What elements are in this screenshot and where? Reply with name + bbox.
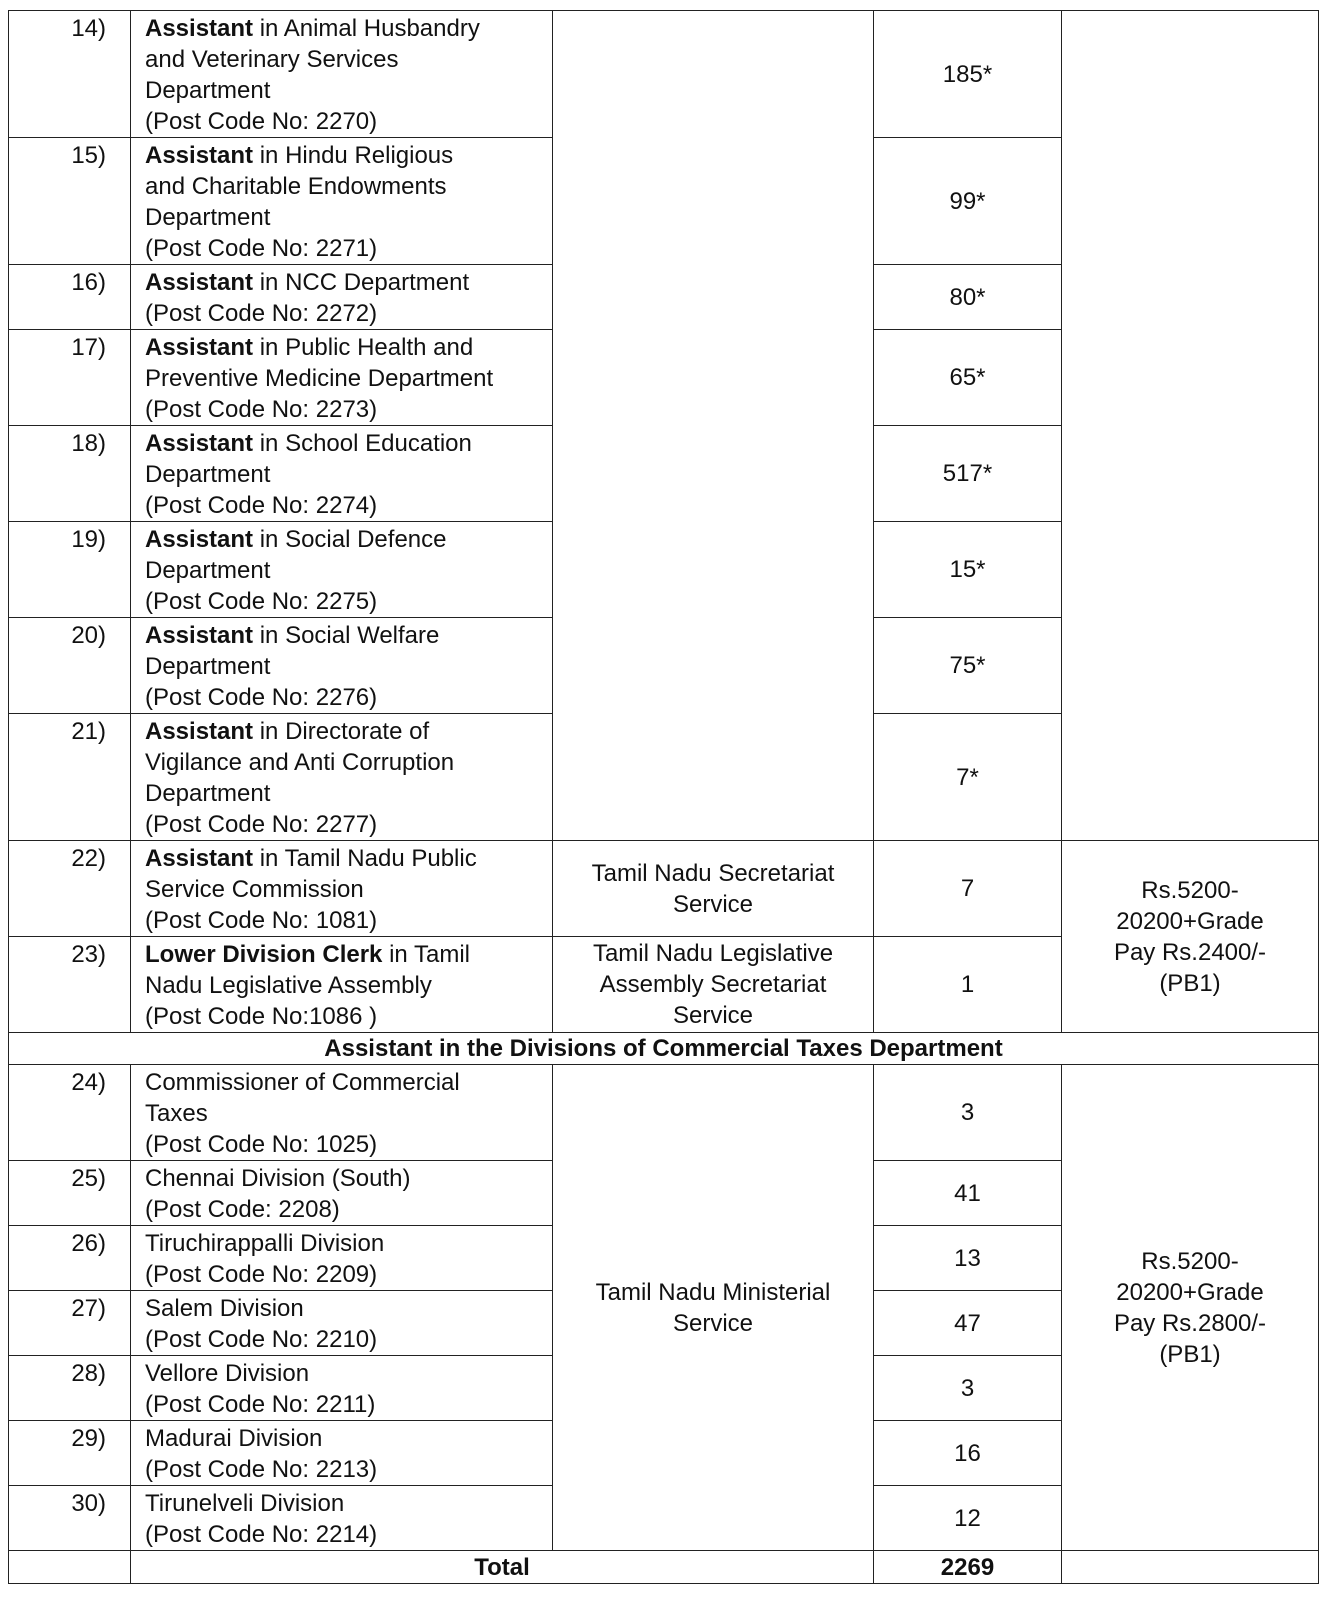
post-name-line: (Post Code No: 2210) — [145, 1326, 378, 1353]
post-name-line — [145, 140, 544, 171]
post-title-bold: Assistant — [145, 15, 254, 42]
serial-number: 19) — [9, 522, 131, 618]
serial-number: 16) — [9, 265, 131, 330]
post-name-line: Taxes — [145, 1100, 208, 1127]
vacancy-count: 3 — [874, 1065, 1062, 1161]
post-name-line: Tiruchirappalli Division — [145, 1230, 385, 1257]
post-name-line: (Post Code No: 2272) — [145, 300, 378, 327]
pay-scale — [1062, 1065, 1319, 1551]
serial-number: 25) — [9, 1161, 131, 1226]
post-name-line: Department — [145, 77, 271, 104]
post-title-rest: in Social Defence — [253, 526, 447, 553]
pay-scale-line: 20200+Grade — [1116, 1278, 1264, 1306]
empty-cell — [9, 1551, 131, 1584]
vacancy-count: 65* — [874, 330, 1062, 426]
serial-number: 14) — [9, 11, 131, 138]
post-name-line: (Post Code No: 2275) — [145, 588, 378, 615]
post-name-line: (Post Code No: 1081) — [145, 907, 378, 934]
post-name-line: (Post Code No: 2273) — [145, 396, 378, 423]
post-title-bold: Assistant — [145, 526, 254, 553]
post-name-line: Salem Division — [145, 1295, 304, 1322]
post-name-line: (Post Code: 2208) — [145, 1196, 340, 1223]
post-name-line: Madurai Division — [145, 1425, 323, 1452]
post-title-bold: Assistant — [145, 718, 254, 745]
serial-number: 24) — [9, 1065, 131, 1161]
section-heading: Assistant in the Divisions of Commercial Taxes Department — [9, 1033, 1319, 1065]
post-name-line: Department — [145, 204, 271, 231]
vacancy-count: 75* — [874, 618, 1062, 714]
table-row — [9, 11, 1319, 138]
vacancy-count: 16 — [874, 1421, 1062, 1486]
post-title-bold: Assistant — [145, 845, 254, 872]
post-name-line — [145, 843, 544, 874]
post-name-line — [145, 267, 544, 298]
post-name-line — [145, 428, 544, 459]
serial-number: 28) — [9, 1356, 131, 1421]
pay-scale-line: 20200+Grade — [1116, 907, 1264, 935]
post-name-cell — [131, 1356, 553, 1421]
pay-scale-line: Pay Rs.2800/- — [1113, 1309, 1267, 1337]
post-title-bold: Assistant — [145, 334, 254, 361]
post-name-cell — [131, 1291, 553, 1356]
post-name-line: Department — [145, 461, 271, 488]
post-title-rest: in Public Health and — [253, 334, 474, 361]
post-name-line: Nadu Legislative Assembly — [145, 972, 432, 999]
post-title-rest: in Hindu Religious — [253, 142, 454, 169]
post-name-line: (Post Code No: 2274) — [145, 492, 378, 519]
post-title-bold: Assistant — [145, 269, 254, 296]
service-name — [553, 1065, 874, 1551]
post-name-line: (Post Code No: 2277) — [145, 811, 378, 838]
service-name-line: Assembly Secretariat — [599, 971, 827, 998]
post-name-line: (Post Code No: 2209) — [145, 1261, 378, 1288]
vacancy-count: 3 — [874, 1356, 1062, 1421]
vacancy-table — [8, 10, 1319, 1584]
service-cell — [553, 11, 874, 841]
service-name-line: Tamil Nadu Legislative — [592, 940, 834, 967]
total-row — [9, 1551, 1319, 1584]
pay-scale-cell — [1062, 11, 1319, 841]
post-name-cell — [131, 714, 553, 841]
post-name-line: (Post Code No: 2276) — [145, 684, 378, 711]
post-name-line — [145, 620, 544, 651]
post-name-line: (Post Code No:1086 ) — [145, 1003, 378, 1030]
post-name-cell — [131, 522, 553, 618]
post-name-cell — [131, 841, 553, 937]
post-title-rest: in Tamil — [382, 941, 470, 968]
post-title-bold: Assistant — [145, 430, 254, 457]
pay-scale-line: Rs.5200- — [1141, 876, 1239, 904]
post-title-rest: in Social Welfare — [253, 622, 440, 649]
service-name — [553, 937, 874, 1033]
vacancy-count: 15* — [874, 522, 1062, 618]
post-name-cell — [131, 11, 553, 138]
post-name-line — [145, 13, 544, 44]
post-name-cell — [131, 1226, 553, 1291]
post-name-cell — [131, 1161, 553, 1226]
pay-scale-line: Rs.5200- — [1141, 1247, 1239, 1275]
serial-number: 21) — [9, 714, 131, 841]
post-name-line: (Post Code No: 2214) — [145, 1521, 378, 1548]
pay-scale-line: (PB1) — [1159, 969, 1221, 997]
post-name-line: Department — [145, 557, 271, 584]
post-name-cell — [131, 265, 553, 330]
post-name-cell — [131, 330, 553, 426]
post-name-line: and Veterinary Services — [145, 46, 399, 73]
vacancy-count: 517* — [874, 426, 1062, 522]
post-title-rest: in Directorate of — [253, 718, 430, 745]
vacancy-count: 1 — [874, 937, 1062, 1033]
service-name-line: Tamil Nadu Secretariat — [591, 859, 835, 887]
section-heading-row — [9, 1033, 1319, 1065]
post-name-line: (Post Code No: 2270) — [145, 108, 378, 135]
serial-number: 18) — [9, 426, 131, 522]
serial-number: 22) — [9, 841, 131, 937]
serial-number: 17) — [9, 330, 131, 426]
vacancy-count: 12 — [874, 1486, 1062, 1551]
post-name-line: Department — [145, 780, 271, 807]
post-name-cell — [131, 138, 553, 265]
post-title-bold: Assistant — [145, 142, 254, 169]
post-name-line — [145, 332, 544, 363]
service-name-line: Service — [672, 1309, 754, 1337]
post-title-rest: in NCC Department — [253, 269, 470, 296]
post-name-cell — [131, 426, 553, 522]
post-name-line: Tirunelveli Division — [145, 1490, 345, 1517]
post-name-line: (Post Code No: 2271) — [145, 235, 378, 262]
vacancy-count: 80* — [874, 265, 1062, 330]
post-name-line: and Charitable Endowments — [145, 173, 447, 200]
post-name-cell — [131, 1065, 553, 1161]
service-name-line: Service — [672, 890, 754, 918]
empty-cell — [1062, 1551, 1319, 1584]
post-name-cell — [131, 937, 553, 1033]
post-name-line — [145, 939, 544, 970]
vacancy-count: 185* — [874, 11, 1062, 138]
post-name-line: Department — [145, 653, 271, 680]
service-name-line: Tamil Nadu Ministerial — [595, 1278, 831, 1306]
serial-number: 29) — [9, 1421, 131, 1486]
vacancy-count: 13 — [874, 1226, 1062, 1291]
post-name-line: Preventive Medicine Department — [145, 365, 494, 392]
serial-number: 23) — [9, 937, 131, 1033]
post-title-bold: Lower Division Clerk — [145, 941, 383, 968]
post-name-line: (Post Code No: 2213) — [145, 1456, 378, 1483]
post-name-cell — [131, 618, 553, 714]
pay-scale — [1062, 841, 1319, 1033]
table-row — [9, 841, 1319, 937]
post-name-line: (Post Code No: 2211) — [145, 1391, 376, 1418]
post-name-cell — [131, 1421, 553, 1486]
post-title-rest: in Tamil Nadu Public — [253, 845, 477, 872]
post-name-line: Vellore Division — [145, 1360, 310, 1387]
serial-number: 30) — [9, 1486, 131, 1551]
post-name-line: Service Commission — [145, 876, 364, 903]
post-name-line: (Post Code No: 1025) — [145, 1131, 378, 1158]
pay-scale-line: (PB1) — [1159, 1340, 1221, 1368]
post-name-line: Vigilance and Anti Corruption — [145, 749, 455, 776]
serial-number: 26) — [9, 1226, 131, 1291]
post-name-line — [145, 524, 544, 555]
table-row — [9, 1065, 1319, 1161]
service-name — [553, 841, 874, 937]
post-title-rest: in School Education — [253, 430, 472, 457]
vacancy-count: 7 — [874, 841, 1062, 937]
post-title-bold: Assistant — [145, 622, 254, 649]
pay-scale-line: Pay Rs.2400/- — [1113, 938, 1267, 966]
vacancy-count: 41 — [874, 1161, 1062, 1226]
post-title-rest: in Animal Husbandry — [253, 15, 480, 42]
vacancy-count: 99* — [874, 138, 1062, 265]
post-name-line — [145, 716, 544, 747]
vacancy-count: 47 — [874, 1291, 1062, 1356]
service-name-line: Service — [672, 1002, 754, 1029]
post-name-cell — [131, 1486, 553, 1551]
total-label: Total — [131, 1551, 874, 1584]
serial-number: 27) — [9, 1291, 131, 1356]
serial-number: 20) — [9, 618, 131, 714]
serial-number: 15) — [9, 138, 131, 265]
post-name-line: Commissioner of Commercial — [145, 1069, 460, 1096]
vacancy-count: 7* — [874, 714, 1062, 841]
total-value: 2269 — [874, 1551, 1062, 1584]
post-name-line: Chennai Division (South) — [145, 1165, 411, 1192]
